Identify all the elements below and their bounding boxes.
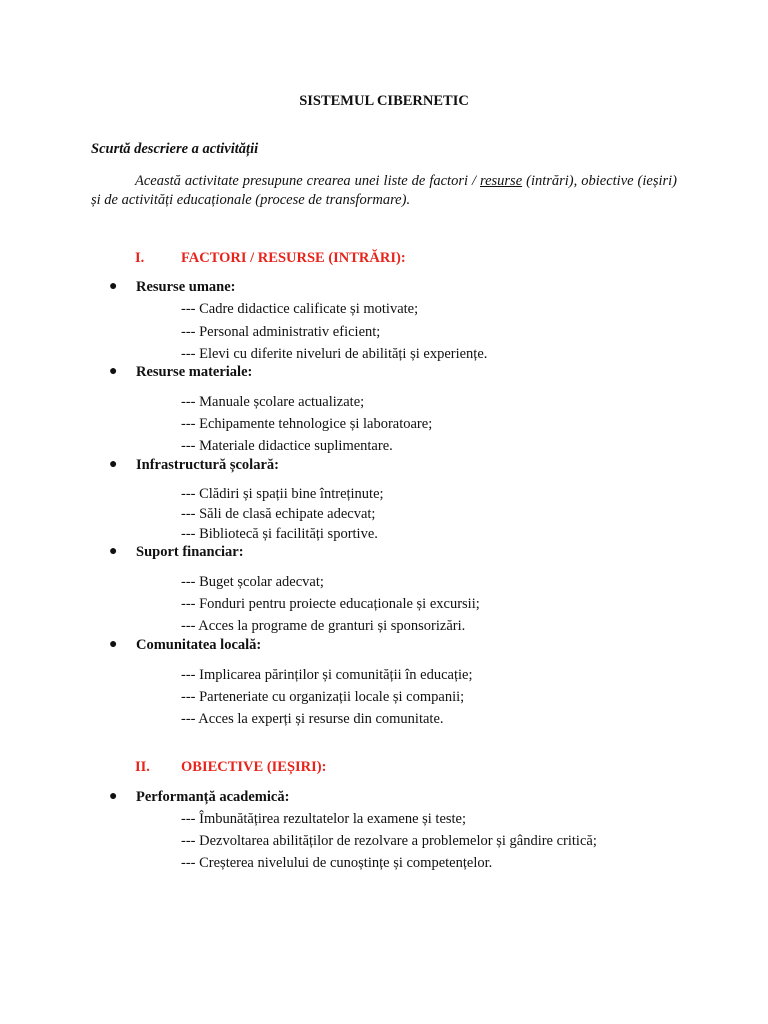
list-item: --- Manuale școlare actualizate; [181, 394, 365, 410]
list-item: --- Cadre didactice calificate și motivate; [181, 301, 419, 317]
bullet-icon: ● [109, 457, 118, 472]
list-item: --- Fonduri pentru proiecte educaționale și excursii; [181, 596, 480, 612]
bullet-icon: ● [109, 544, 118, 559]
bullet-icon: ● [109, 637, 118, 652]
list-item: --- Bibliotecă și facilități sportive. [181, 526, 378, 542]
group-label: Comunitatea locală: [136, 637, 262, 653]
list-item: --- Săli de clasă echipate adecvat; [181, 506, 376, 522]
list-item: --- Clădiri și spații bine întreținute; [181, 486, 384, 502]
list-item: --- Buget școlar adecvat; [181, 574, 324, 590]
list-item: --- Implicarea părinților și comunității în educație; [181, 667, 473, 683]
intro-text-after: (intrări), obiective (ieșiri) și de activități educaționale (procese de transformare). [91, 173, 677, 208]
list-item: --- Acces la programe de granturi și sponsorizări. [181, 618, 466, 634]
intro-text-before: Această activitate presupune crearea unei liste de factori / [135, 173, 480, 189]
list-item: --- Elevi cu diferite niveluri de abilități și experiențe. [181, 346, 488, 362]
group-label: Resurse materiale: [136, 364, 253, 380]
group-label: Performanță academică: [136, 789, 290, 805]
intro-paragraph [91, 172, 677, 210]
section-subtitle: Scurtă descriere a activității [91, 141, 259, 157]
list-item: --- Îmbunătățirea rezultatelor la examene și teste; [181, 811, 467, 827]
page-title: SISTEMUL CIBERNETIC [299, 93, 469, 109]
list-item: --- Acces la experți și resurse din comunitate. [181, 711, 444, 727]
list-item: --- Personal administrativ eficient; [181, 324, 381, 340]
section-heading: OBIECTIVE (IEȘIRI): [181, 759, 327, 775]
group-label: Resurse umane: [136, 279, 236, 295]
group-label: Suport financiar: [136, 544, 244, 560]
bullet-icon: ● [109, 364, 118, 379]
bullet-icon: ● [109, 279, 118, 294]
bullet-icon: ● [109, 789, 118, 804]
list-item: --- Materiale didactice suplimentare. [181, 438, 393, 454]
section-number: II. [135, 759, 150, 775]
list-item: --- Dezvoltarea abilităților de rezolvare a problemelor și gândire critică; [181, 833, 597, 849]
section-number: I. [135, 250, 145, 266]
list-item: --- Parteneriate cu organizații locale și companii; [181, 689, 465, 705]
group-label: Infrastructură școlară: [136, 457, 279, 473]
list-item: --- Creșterea nivelului de cunoștințe și competențelor. [181, 855, 493, 871]
intro-underlined-word: resurse [479, 173, 523, 189]
list-item: --- Echipamente tehnologice și laboratoare; [181, 416, 433, 432]
section-heading: FACTORI / RESURSE (INTRĂRI): [181, 250, 406, 266]
